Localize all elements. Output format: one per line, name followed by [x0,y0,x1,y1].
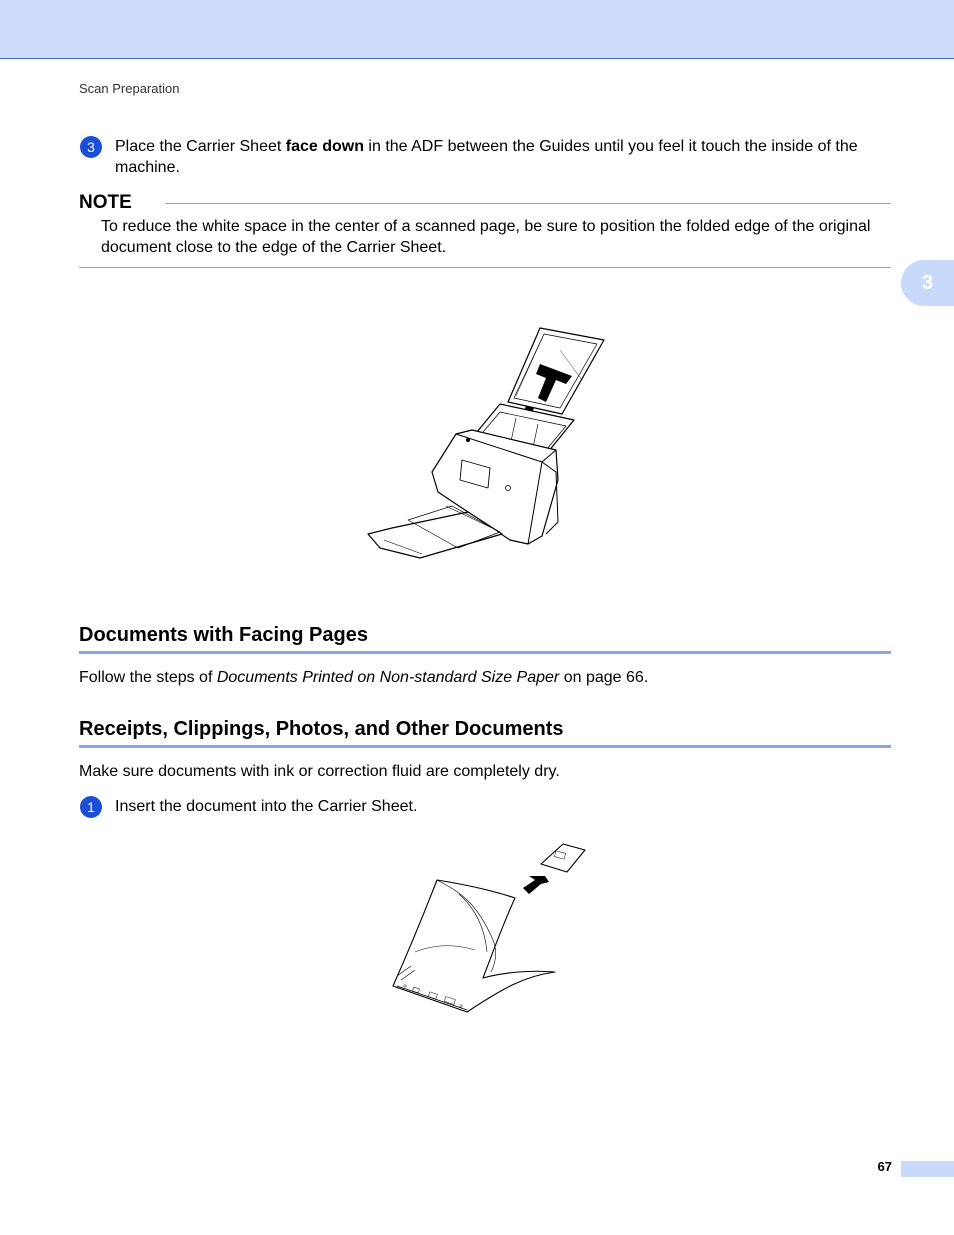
step-number-badge: 1 [80,796,102,818]
chapter-tab: 3 [901,260,954,306]
receipts-intro: Make sure documents with ink or correction fluid are completely dry. [79,763,560,780]
step-text-bold: face down [285,138,364,155]
note-rule [165,203,891,204]
footer-bar [901,1161,954,1177]
page-number: 67 [877,1159,892,1174]
step-text: Insert the document into the Carrier Sheet. [115,798,418,815]
step-place-carrier-sheet [80,136,890,180]
section-title-facing-pages: Documents with Facing Pages [79,624,891,654]
facing-pages-text [79,667,891,688]
section-title-receipts: Receipts, Clippings, Photos, and Other Documents [79,718,891,748]
running-head: Scan Preparation [79,81,180,96]
scanner-carrier-sheet-illustration [360,322,620,567]
facing-text-link[interactable]: Documents Printed on Non-standard Size Paper [216,669,560,686]
step-text-before: Place the Carrier Sheet [115,138,286,155]
carrier-sheet-insert-illustration [385,840,595,1020]
step-insert-document [80,796,890,820]
note-title: NOTE [79,192,142,214]
step-text [115,136,890,178]
header-band [0,0,954,59]
step-number-badge: 3 [80,136,102,158]
facing-text-after: on page 66. [559,669,649,686]
note-text: To reduce the white space in the center of a scanned page, be sure to position the folded edge of the original document close to the edge of the Carrier Sheet. [101,218,871,256]
note-box [79,192,891,268]
facing-text-before: Follow the steps of [79,669,217,686]
step-text-after: in the ADF between the Guides until you feel it touch the inside of the machine. [115,138,858,176]
